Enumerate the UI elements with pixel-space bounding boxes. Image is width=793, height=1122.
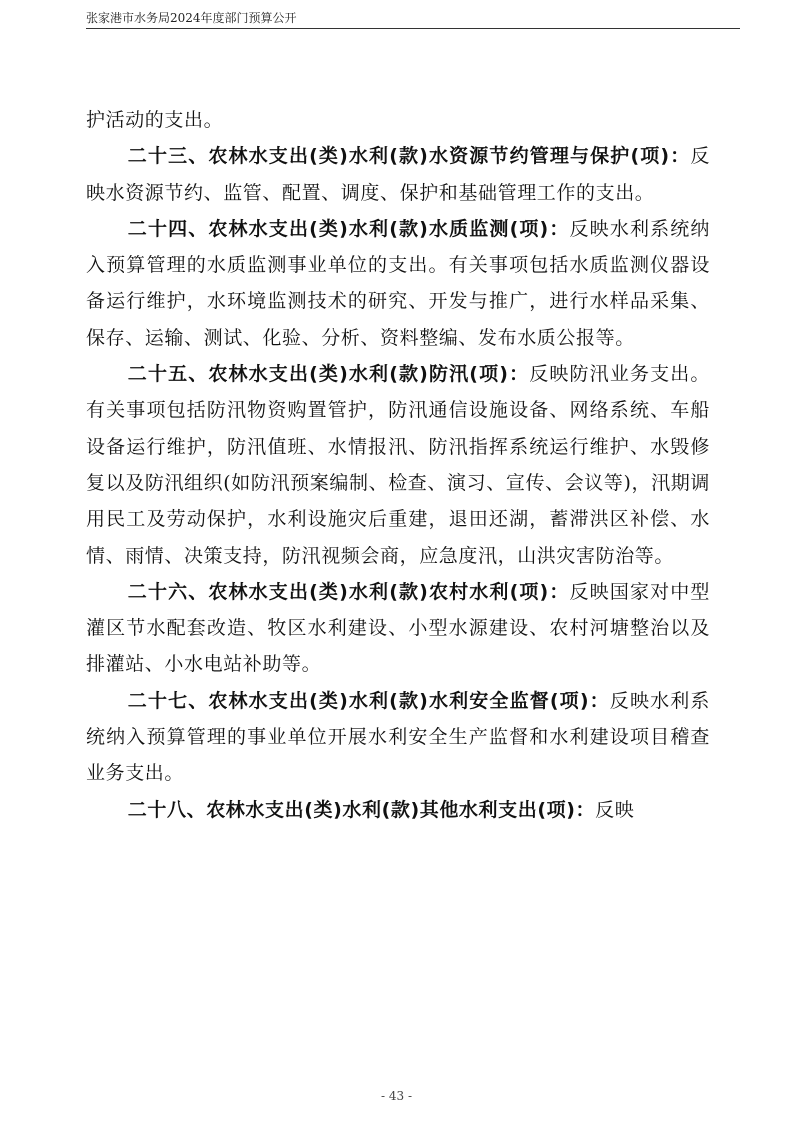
paragraph-text: 反映 [595, 798, 635, 821]
paragraph-item-23 [86, 138, 710, 211]
paragraph-text: 反映水资源节约、监管、配置、调度、保护和基础管理工作的支出。 [86, 145, 710, 204]
item-heading: 二十三、农林水支出(类)水利(款)水资源节约管理与保护(项)： [127, 145, 691, 168]
running-header: 张家港市水务局2024年度部门预算公开 [86, 11, 297, 25]
item-heading: 二十六、农林水支出(类)水利(款)农村水利(项)： [127, 580, 570, 603]
paragraph-text: 反映水利系统纳入预算管理的事业单位开展水利安全生产监督和水利建设项目稽查业务支出。 [86, 689, 710, 785]
item-heading: 二十五、农林水支出(类)水利(款)防汛(项)： [127, 363, 530, 386]
page-number: - 43 - [380, 1089, 412, 1103]
item-heading: 二十八、农林水支出(类)水利(款)其他水利支出(项)： [127, 798, 596, 821]
paragraph-text: 反映国家对中型灌区节水配套改造、牧区水利建设、小型水源建设、农村河塘整治以及排灌站、小水电站补助等。 [86, 580, 711, 676]
paragraph-text: 护活动的支出。 [86, 109, 224, 131]
paragraph-continuation [86, 102, 710, 138]
document-body [86, 102, 710, 828]
paragraph-text: 反映水利系统纳入预算管理的水质监测事业单位的支出。有关事项包括水质监测仪器设备运行维护，水环境监测技术的研究、开发与推广，进行水样品采集、保存、运输、测试、化验、分析、资料整编、发布水质公报等。 [86, 217, 711, 349]
paragraph-text: 反映防汛业务支出。有关事项包括防汛物资购置管护，防汛通信设施设备、网络系统、车船设备运行维护，防汛值班、水情报汛、防汛指挥系统运行维护、水毁修复以及防汛组织(如防汛预案编制、检查、演习、宣传、会议等)，汛期调用民工及劳动保护，水利设施灾后重建，退田还湖，蓄滞洪区补偿、水情、雨情、决策支持，防汛视频会商，应急度汛，山洪灾害防治等。 [86, 363, 710, 567]
paragraph-item-26 [86, 574, 710, 683]
item-heading: 二十四、农林水支出(类)水利(款)水质监测(项)： [127, 217, 570, 240]
header-divider [86, 28, 740, 29]
paragraph-item-25 [86, 356, 710, 574]
paragraph-item-28 [86, 792, 710, 828]
paragraph-item-24 [86, 211, 710, 356]
item-heading: 二十七、农林水支出(类)水利(款)水利安全监督(项)： [127, 689, 610, 712]
paragraph-item-27 [86, 683, 710, 792]
